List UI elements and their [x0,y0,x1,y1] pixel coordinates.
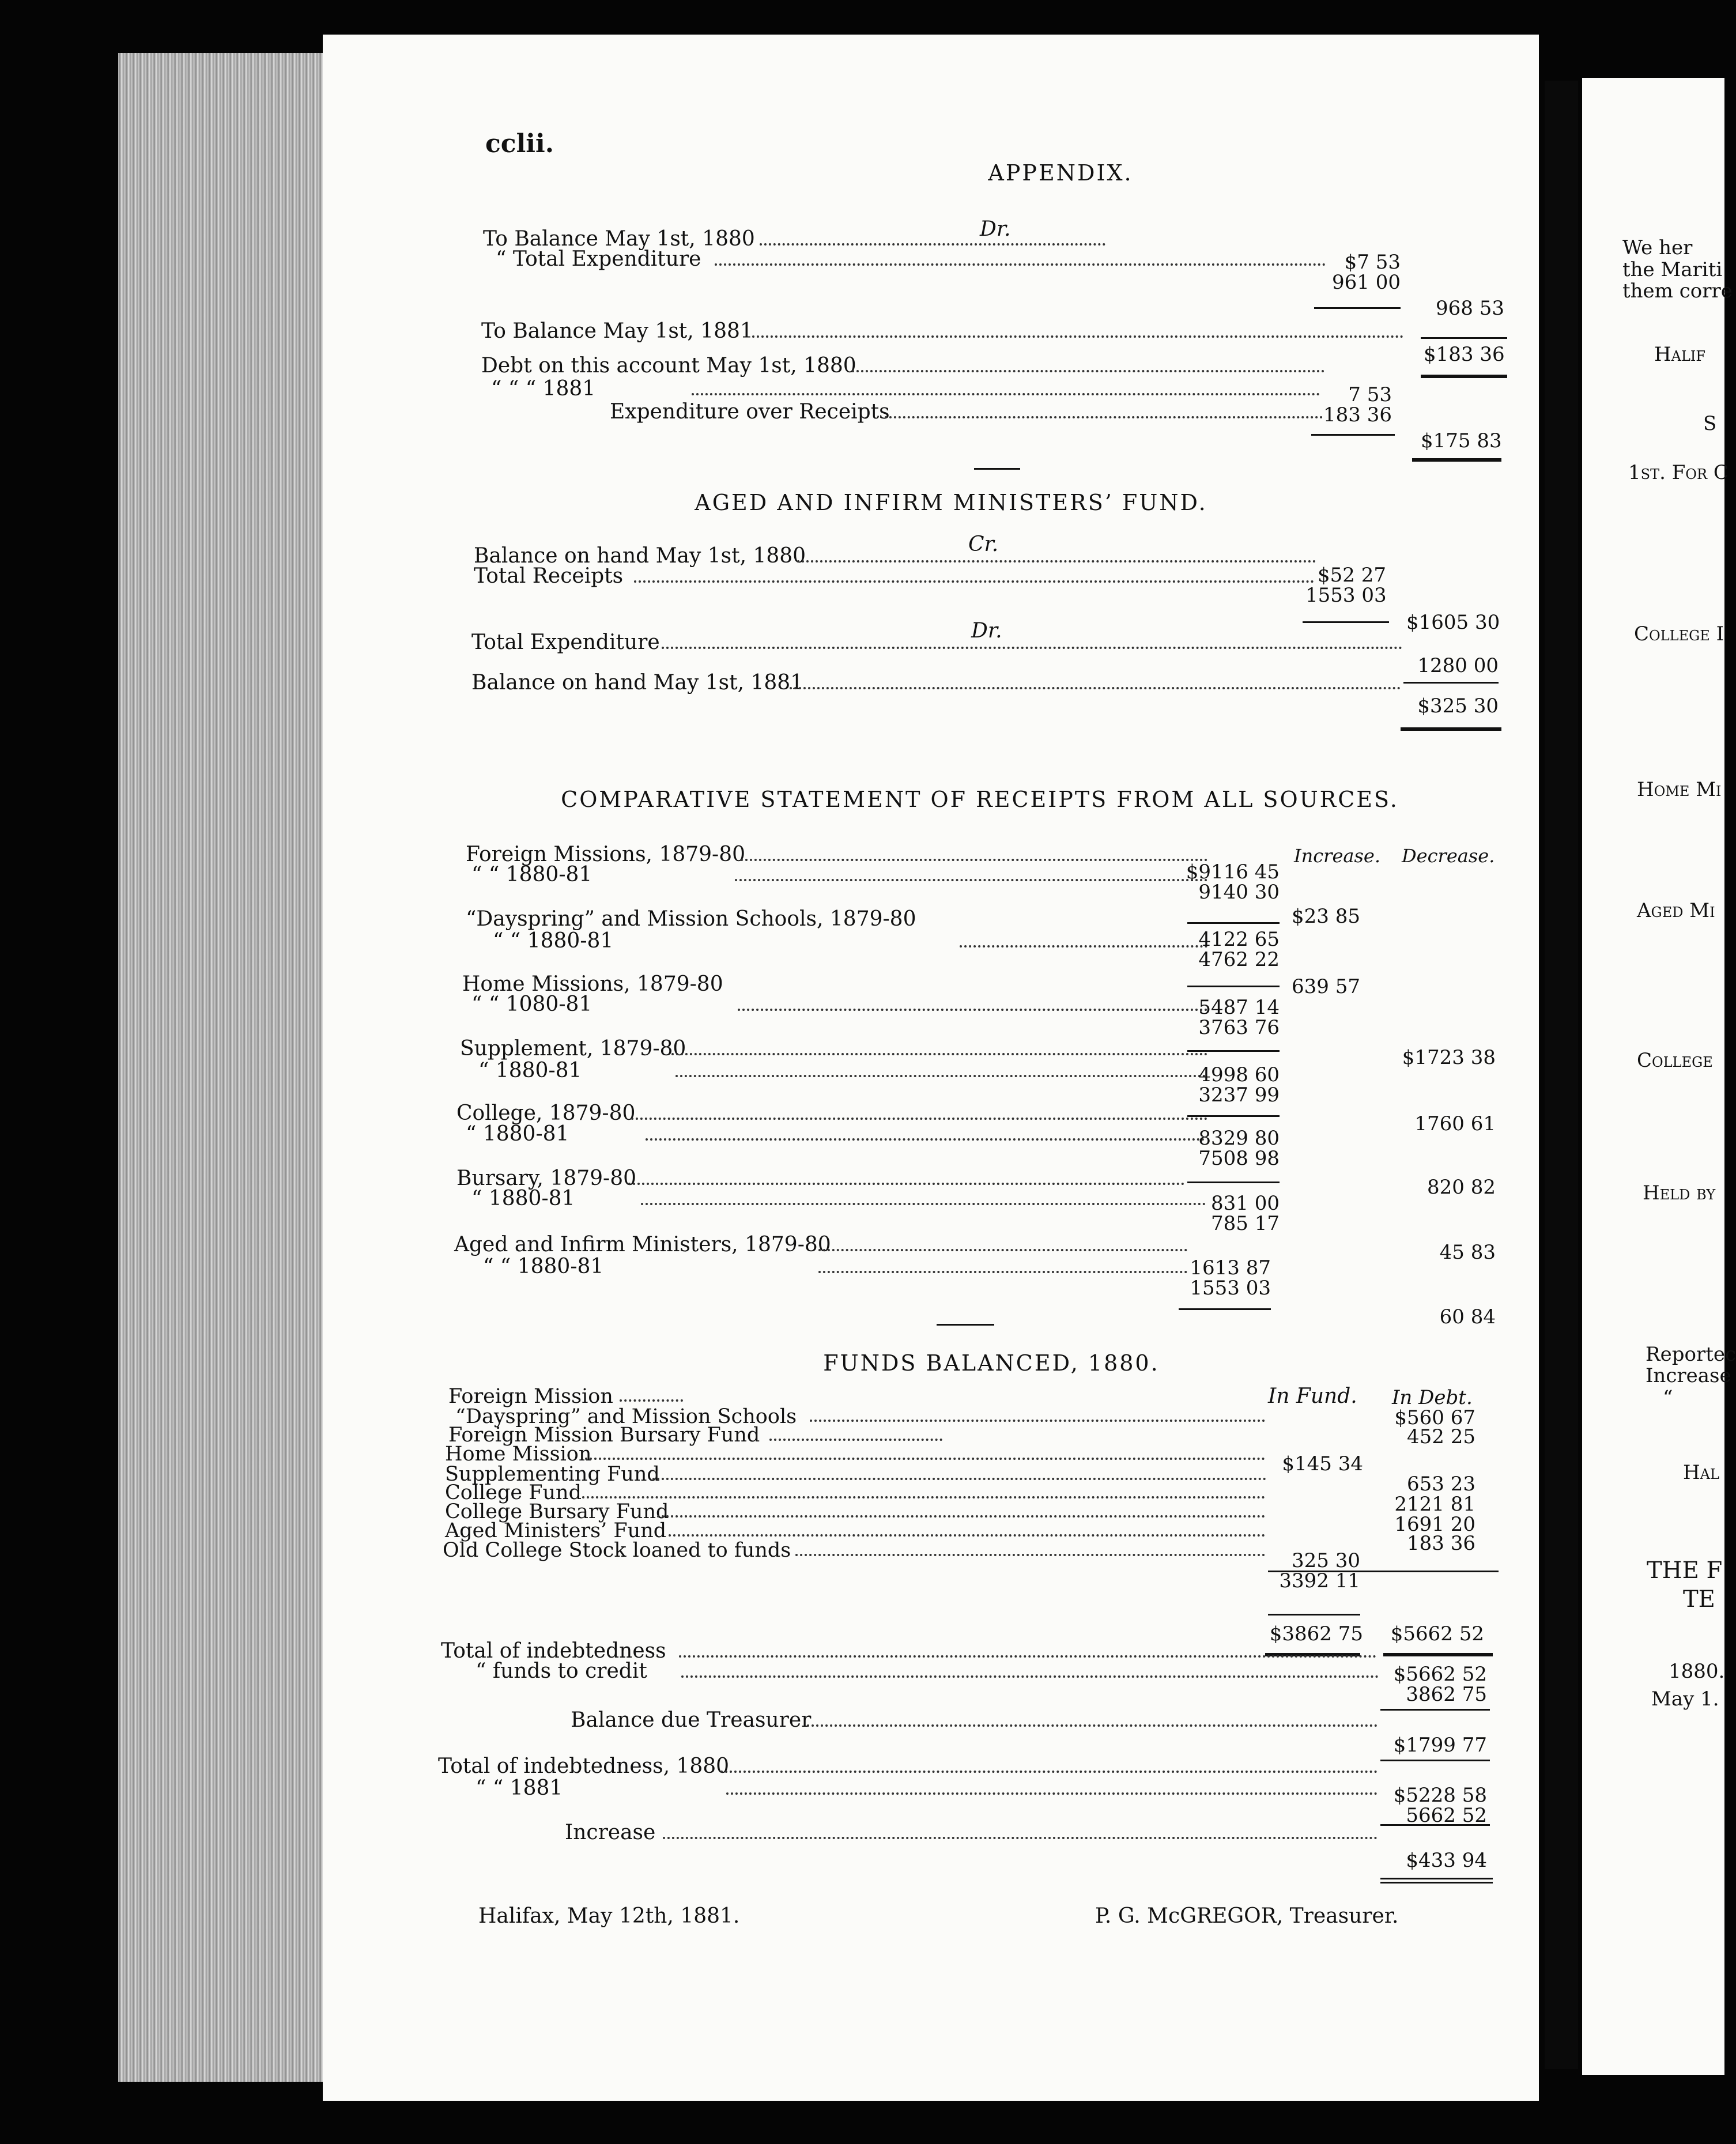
dr-label: Dr. [971,619,1002,643]
adjacent-page-line: Held by [1643,1182,1716,1205]
adjacent-page-line: S [1703,412,1717,435]
section-divider [974,468,1020,470]
in-debt-value: 1691 20 [1394,1513,1475,1536]
dr-label: Dr. [980,217,1011,241]
adjacent-page-line: College I [1634,622,1724,646]
leader-dots [810,1420,1265,1422]
total-rule [1412,458,1501,462]
comparison-value: 4762 22 [1198,948,1280,971]
leader-dots [797,560,1316,563]
fund-label: Supplementing Fund [445,1463,660,1486]
leader-dots [852,370,1324,372]
adjacent-page-line: College [1637,1049,1713,1072]
leader-dots [652,1478,1266,1480]
in-fund-total: $3862 75 [1269,1622,1363,1645]
ledger-label: “ “ “ 1881 [491,377,596,401]
ledger-total: $183 36 [1424,343,1505,366]
leader-dots [662,647,1402,649]
in-debt-total: $5662 52 [1390,1622,1484,1645]
leader-dots [634,580,1314,583]
fund-label: College Bursary Fund [445,1500,669,1523]
comparison-label: “ “ 1880-81 [471,863,592,886]
comparison-value: 8329 80 [1198,1127,1280,1150]
running-title: APPENDIX. [988,160,1133,186]
decrease-value: 60 84 [1439,1305,1496,1328]
comparison-label: Bursary, 1879-80 [456,1167,637,1190]
adjacent-page-line: Home Mi [1637,778,1722,801]
total-rule [1421,375,1507,378]
total-rule [1401,727,1501,731]
in-debt-value: 653 23 [1407,1473,1475,1496]
comparison-label: Aged and Infirm Ministers, 1879-80 [454,1233,831,1256]
summary-amount: 3862 75 [1406,1683,1487,1706]
ledger-total: 1280 00 [1417,654,1499,677]
in-debt-value: 452 25 [1407,1425,1475,1448]
leader-dots [960,945,1207,948]
leader-dots [692,393,1320,395]
summary-label: “ funds to credit [475,1659,647,1683]
comparison-value: 1613 87 [1190,1256,1271,1279]
fund-label: Home Mission [445,1443,592,1466]
subtotal-rule [1421,337,1507,339]
adjacent-page-line: Increase [1646,1364,1731,1387]
leader-dots [585,1458,1265,1460]
leader-dots [735,879,1207,881]
book-page-edges [118,53,337,2082]
fund-label: Aged Ministers’ Fund [445,1519,667,1542]
subtotal-rule [1314,307,1401,309]
decrease-value: 45 83 [1439,1241,1496,1264]
ledger-total: 968 53 [1436,297,1504,320]
in-fund-value: $145 34 [1282,1452,1363,1475]
summary-amount: $5662 52 [1393,1663,1487,1686]
group-rule [1187,1182,1280,1183]
group-rule [1187,1115,1280,1117]
adjacent-page-line: 1st. For C [1628,461,1729,484]
subtotal-rule [1380,1760,1490,1761]
ledger-amount: $7 53 [1344,251,1401,274]
comparison-value: $9116 45 [1186,860,1280,884]
leader-dots [631,1118,1207,1120]
ledger-label: Balance on hand May 1st, 1881 [471,671,804,694]
section-title: COMPARATIVE STATEMENT OF RECEIPTS FROM ALL SOURCES. [561,787,1399,812]
in-debt-value: 2121 81 [1394,1493,1475,1516]
comparison-value: 4122 65 [1198,928,1280,951]
ledger-amount: $52 27 [1318,564,1386,587]
comparison-value: 4998 60 [1198,1063,1280,1086]
leader-dots [726,1792,1378,1795]
in-debt-value: $560 67 [1394,1406,1475,1429]
ledger-label: To Balance May 1st, 1881 [481,319,753,343]
comparison-value: 3763 76 [1198,1016,1280,1039]
section-title: FUNDS BALANCED, 1880. [823,1350,1160,1376]
comparison-label: “Dayspring” and Mission Schools, 1879-80 [466,907,916,931]
ledger-label: Expenditure over Receipts [610,400,890,424]
group-rule [1187,986,1280,987]
in-fund-value: 3392 11 [1279,1569,1360,1592]
ledger-label: Balance on hand May 1st, 1880 [474,544,806,568]
leader-dots [675,1075,1206,1077]
leader-dots [738,1009,1207,1011]
adjacent-page-line: the Mariti [1622,258,1723,281]
adjacent-page [1582,78,1736,2075]
section-divider [937,1324,994,1326]
comparison-label: “ “ 1880-81 [493,929,614,953]
ledger-amount: 7 53 [1348,383,1392,406]
subtotal-rule [1303,621,1389,623]
comparison-value: 5487 14 [1198,996,1280,1019]
decrease-value: 1760 61 [1414,1112,1496,1135]
fund-label: “Dayspring” and Mission Schools [455,1405,797,1428]
ledger-total: $1605 30 [1406,611,1500,634]
summary-label: Increase [565,1821,656,1844]
leader-dots [818,1271,1187,1273]
leader-dots [885,416,1323,418]
column-header-decrease: Decrease. [1402,845,1495,867]
comparison-value: 1553 03 [1190,1277,1271,1300]
comparison-value: 785 17 [1211,1212,1280,1235]
comparison-value: 7508 98 [1198,1147,1280,1170]
adjacent-page-line: Aged Mi [1637,899,1715,922]
summary-label: Total of indebtedness, 1880 [438,1754,730,1778]
ledger-label: To Balance May 1st, 1880 [483,227,755,251]
ledger-amount: 183 36 [1323,403,1392,426]
adjacent-page-line: 1880. [1669,1660,1725,1683]
adjacent-page-line: “ [1663,1386,1673,1409]
leader-dots [671,1053,1207,1055]
fund-label: Foreign Mission [448,1385,613,1408]
leader-dots [669,1534,1265,1537]
decrease-value: 820 82 [1427,1176,1496,1199]
summary-label: Balance due Treasurer [571,1708,812,1732]
fund-label: Old College Stock loaned to funds [443,1539,791,1562]
adjacent-page-line: THE F [1647,1557,1723,1584]
comparison-label: Supplement, 1879-80 [460,1037,686,1060]
total-rule [1380,1878,1493,1883]
fund-label: Foreign Mission Bursary Fund [448,1424,760,1447]
comparison-label: “ 1880-81 [478,1059,582,1082]
leader-dots [769,1439,942,1441]
group-rule [1187,1050,1280,1052]
comparison-label: “ 1880-81 [471,1187,575,1210]
in-fund-value: 325 30 [1292,1549,1360,1572]
decrease-value: $1723 38 [1402,1046,1496,1069]
group-rule [1187,922,1280,924]
comparison-label: College, 1879-80 [456,1101,636,1125]
comparison-label: “ “ 1080-81 [471,992,592,1016]
ledger-total: $175 83 [1421,429,1502,452]
leader-dots [620,1399,683,1402]
summary-amount: $433 94 [1406,1849,1487,1872]
treasurer-signature: P. G. McGREGOR, Treasurer. [1095,1904,1399,1928]
comparison-label: Home Missions, 1879-80 [462,972,723,996]
summary-amount: $1799 77 [1393,1734,1487,1757]
ledger-label: “ Total Expenditure [496,247,701,271]
column-header-increase: Increase. [1294,845,1381,867]
comparison-label: “ “ 1880-81 [483,1255,604,1278]
ledger-label: Total Expenditure [471,631,660,654]
column-header-in-fund: In Fund. [1268,1384,1357,1408]
ledger-total: $325 30 [1417,694,1499,718]
adjacent-page-line: TE [1683,1586,1715,1613]
total-rule [1383,1653,1493,1656]
leader-dots [582,1496,1265,1498]
leader-dots [628,1183,1184,1185]
adjacent-page-line: May 1. [1651,1688,1719,1711]
ledger-amount: 1553 03 [1305,584,1387,607]
leader-dots [663,1837,1378,1839]
ledger-label: Total Receipts [474,564,624,588]
leader-dots [795,1554,1265,1556]
summary-amount: 5662 52 [1406,1804,1487,1827]
adjacent-page-line: Halif [1654,343,1706,366]
ledger-label: Debt on this account May 1st, 1880 [481,354,856,378]
subtotal-rule [1268,1614,1360,1615]
leader-dots [720,1771,1378,1773]
subtotal-rule [1268,1571,1499,1572]
adjacent-page-line: them corre [1622,280,1733,303]
leader-dots [715,263,1326,266]
leader-dots [641,1203,1206,1205]
in-debt-value: 183 36 [1407,1532,1475,1555]
leader-dots [807,1724,1378,1727]
leader-dots [681,1675,1379,1678]
leader-dots [818,1249,1187,1251]
comparison-label: “ 1880-81 [466,1122,569,1146]
increase-value: $23 85 [1292,905,1360,928]
adjacent-page-line: Reportec [1646,1343,1736,1366]
leader-dots [760,243,1105,246]
comparison-label: Foreign Missions, 1879-80 [466,843,746,866]
summary-amount: $5228 58 [1393,1784,1487,1807]
group-rule [1179,1308,1271,1310]
leader-dots [752,335,1403,338]
cr-label: Cr. [968,533,999,556]
subtotal-rule [1380,1709,1490,1711]
section-title: AGED AND INFIRM MINISTERS’ FUND. [695,490,1207,515]
summary-label: “ “ 1881 [475,1776,563,1800]
leader-dots [790,687,1401,689]
summary-label: Total of indebtedness [441,1639,666,1663]
increase-value: 639 57 [1292,975,1360,998]
leader-dots [741,859,1207,861]
document-page [323,35,1539,2101]
adjacent-page-line: Hal [1683,1461,1719,1484]
comparison-value: 3237 99 [1198,1084,1280,1107]
subtotal-rule [1311,434,1395,436]
subtotal-rule [1403,682,1499,684]
place-date: Halifax, May 12th, 1881. [478,1904,740,1928]
subtotal-rule [1380,1824,1490,1826]
page-number: cclii. [485,129,554,158]
leader-dots [679,1655,1376,1658]
column-header-in-debt: In Debt. [1392,1386,1473,1409]
fund-label: College Fund [445,1481,582,1504]
book-gutter [1545,81,1578,2069]
ledger-amount: 961 00 [1332,271,1401,294]
adjacent-page-line: We her [1622,236,1693,259]
comparison-value: 9140 30 [1198,881,1280,904]
leader-dots [657,1515,1265,1518]
leader-dots [646,1138,1205,1141]
comparison-value: 831 00 [1211,1192,1280,1215]
